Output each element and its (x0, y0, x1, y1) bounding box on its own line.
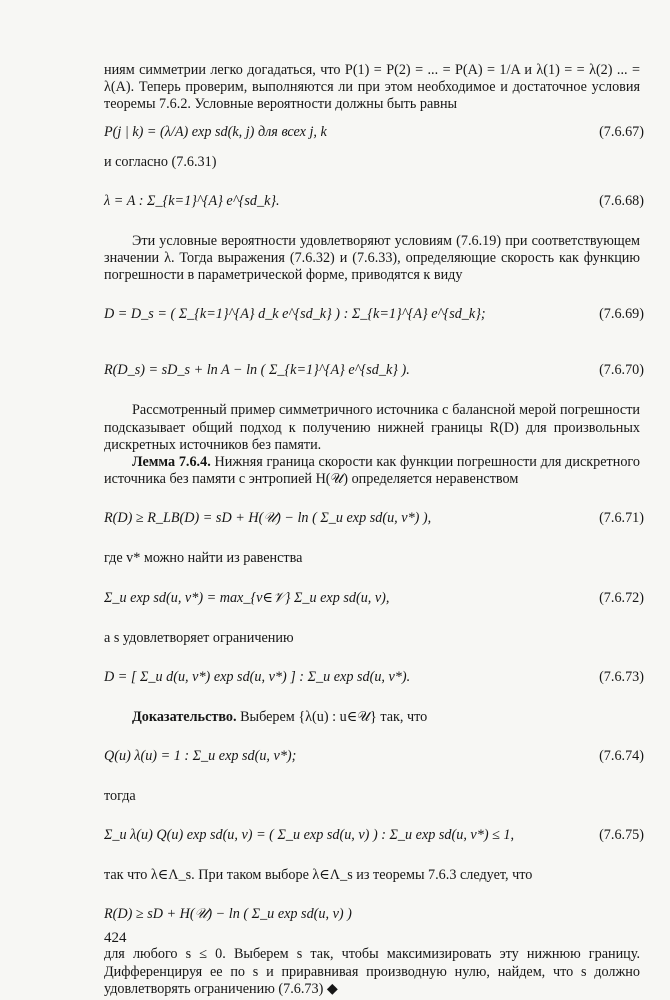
paragraph-4: для любого s ≤ 0. Выберем s так, чтобы максимизировать эту нижнюю границу. Дифференцируя ее по s и приравнивая производную нулю, найдем, что s должно удовлетворять ограничению (7.6.73) ◆ (104, 946, 640, 997)
lemma-text: Нижняя граница скорости как функции погрешности для дискретного источника без памяти с энтропией H(𝒰) определяется неравенством (104, 454, 640, 488)
page-body (104, 62, 644, 998)
equation-expression: λ = A : Σ_{k=1}^{A} e^{sd_k}. (104, 192, 280, 209)
proof-paragraph (104, 709, 640, 726)
equation-7-6-67 (104, 120, 644, 148)
equation-number: (7.6.70) (599, 362, 644, 379)
equation-expression: Σ_u λ(u) Q(u) exp sd(u, v) = ( Σ_u exp sd(u, v) ) : Σ_u exp sd(u, v*) ≤ 1, (104, 827, 515, 844)
equation-7-6-68 (104, 177, 644, 227)
text-line: и согласно (7.6.31) (104, 153, 217, 170)
equation-7-6-75 (104, 811, 644, 861)
equation-number: (7.6.72) (599, 589, 644, 606)
paragraph-1: ниям симметрии легко догадаться, что P(1) = P(2) = ... = P(A) = 1/A и λ(1) = = λ(2) ... = λ(A). Теперь проверим, выполняются ли при этом необходимое и достаточное условия теоремы 7.6.2. Условные вероятности должны быть равны (104, 62, 640, 113)
equation-7-6-69 (104, 290, 644, 340)
equation-number: (7.6.68) (599, 192, 644, 209)
paragraph-3: Рассмотренный пример симметричного источника с балансной мерой погрешности подсказывает общий подход к получению нижней границы R(D) для произвольных дискретных источников без памяти. (104, 402, 640, 453)
equation-number: (7.6.73) (599, 668, 644, 685)
page-number: 424 (104, 930, 127, 946)
paragraph-2: Эти условные вероятности удовлетворяют условиям (7.6.19) при соответствующем значении λ. Тогда выражения (7.6.32) и (7.6.33), определяющие скорость как функцию погрешности в параметрической форме, приводятся к виду (104, 232, 640, 284)
equation-number: (7.6.74) (599, 748, 644, 765)
equation-7-6-72 (104, 574, 644, 624)
equation-number: (7.6.75) (599, 827, 644, 844)
text-line: где v* можно найти из равенства (104, 550, 303, 567)
equation-expression: P(j | k) = (λ/A) exp sd(k, j) для всех j, k (104, 123, 327, 140)
proof-heading: Доказательство. (132, 708, 237, 725)
equation-7-6-71 (104, 494, 644, 544)
equation-expression: Q(u) λ(u) = 1 : Σ_u exp sd(u, v*); (104, 748, 297, 765)
equation-number: (7.6.69) (599, 306, 644, 323)
equation-expression: R(D_s) = sD_s + ln A − ln ( Σ_{k=1}^{A} e^{sd_k} ). (104, 362, 410, 379)
equation-number: (7.6.67) (599, 123, 644, 140)
equation-number: (7.6.71) (599, 510, 644, 527)
proof-text: Выберем {λ(u) : u∈𝒰} так, что (240, 708, 428, 725)
equation-expression: Σ_u exp sd(u, v*) = max_{v∈𝒱} Σ_u exp sd(u, v), (104, 589, 390, 606)
equation-expression: R(D) ≥ R_LB(D) = sD + H(𝒰) − ln ( Σ_u exp sd(u, v*) ), (104, 510, 432, 527)
equation-expression: D = [ Σ_u d(u, v*) exp sd(u, v*) ] : Σ_u exp sd(u, v*). (104, 668, 411, 685)
equation-7-6-70 (104, 346, 644, 396)
equation-expression: R(D) ≥ sD + H(𝒰) − ln ( Σ_u exp sd(u, v) ) (104, 906, 352, 923)
equation-expression: D = D_s = ( Σ_{k=1}^{A} d_k e^{sd_k} ) : Σ_{k=1}^{A} e^{sd_k}; (104, 306, 486, 323)
equation-unnumbered (104, 890, 640, 940)
lemma-paragraph (104, 454, 640, 488)
text-line: а s удовлетворяет ограничению (104, 629, 294, 646)
equation-7-6-73 (104, 653, 644, 703)
lemma-heading: Лемма 7.6.4. (132, 454, 211, 471)
text-line: так что λ∈Λ_s. При таком выборе λ∈Λ_s из теоремы 7.6.3 следует, что (104, 867, 533, 884)
text-line: тогда (104, 788, 136, 805)
equation-7-6-74 (104, 732, 644, 782)
